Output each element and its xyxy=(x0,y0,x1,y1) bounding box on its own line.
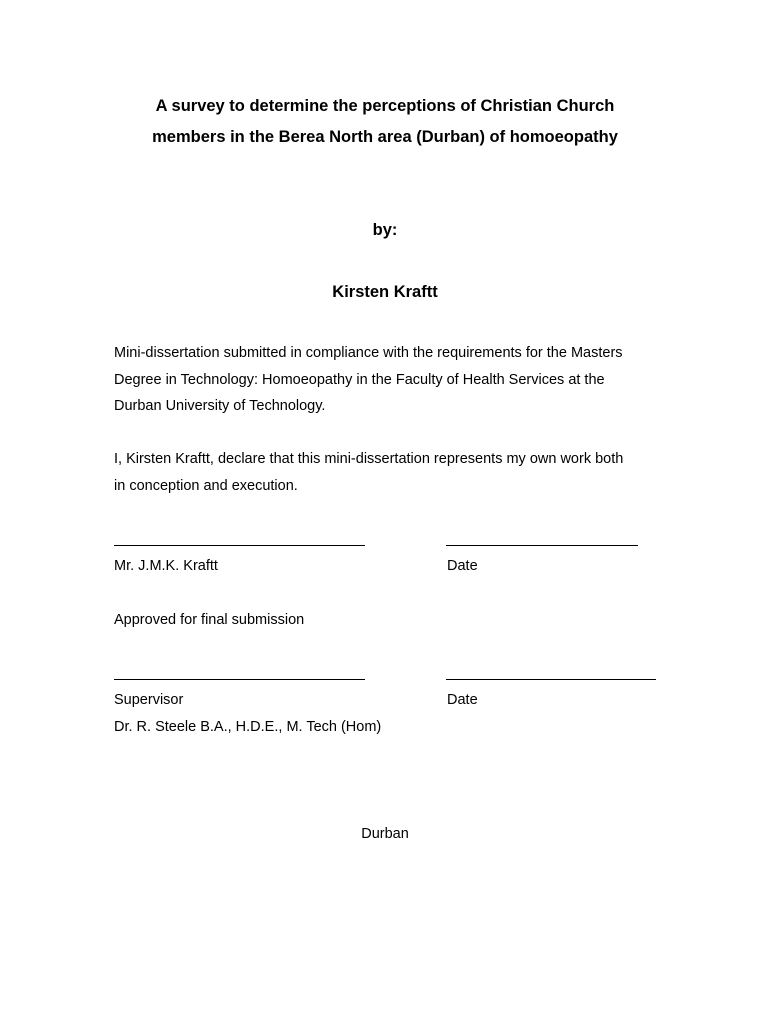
declaration xyxy=(114,446,674,499)
submission-line-3: Durban University of Technology. xyxy=(114,398,326,414)
title-line-2: members in the Berea North area (Durban) of homoeopathy xyxy=(152,128,618,146)
supervisor-label: Supervisor xyxy=(114,692,184,708)
declaration-line-1: I, Kirsten Kraftt, declare that this mini-dissertation represents my own work both xyxy=(114,451,624,467)
supervisor-signature-line xyxy=(114,679,365,680)
supervisor-name: Dr. R. Steele B.A., H.D.E., M. Tech (Hom) xyxy=(114,719,382,735)
document-title xyxy=(0,91,770,153)
submission-statement xyxy=(114,340,674,420)
student-name: Mr. J.M.K. Kraftt xyxy=(114,558,218,574)
student-date-label: Date xyxy=(447,558,478,574)
title-line-1: A survey to determine the perceptions of Christian Church xyxy=(155,97,615,115)
submission-line-2: Degree in Technology: Homoeopathy in the Faculty of Health Services at the xyxy=(114,371,605,388)
student-signature-line xyxy=(114,545,365,546)
author-name: Kirsten Kraftt xyxy=(332,283,438,301)
declaration-line-2: in conception and execution. xyxy=(114,477,298,494)
supervisor-date-line xyxy=(446,679,656,680)
student-date-line xyxy=(446,545,638,546)
approval-text: Approved for final submission xyxy=(114,612,305,628)
submission-line-1: Mini-dissertation submitted in compliance with the requirements for the Masters xyxy=(114,345,623,361)
place-name: Durban xyxy=(361,826,409,842)
by-label: by: xyxy=(372,221,398,239)
supervisor-date-label: Date xyxy=(447,692,478,708)
